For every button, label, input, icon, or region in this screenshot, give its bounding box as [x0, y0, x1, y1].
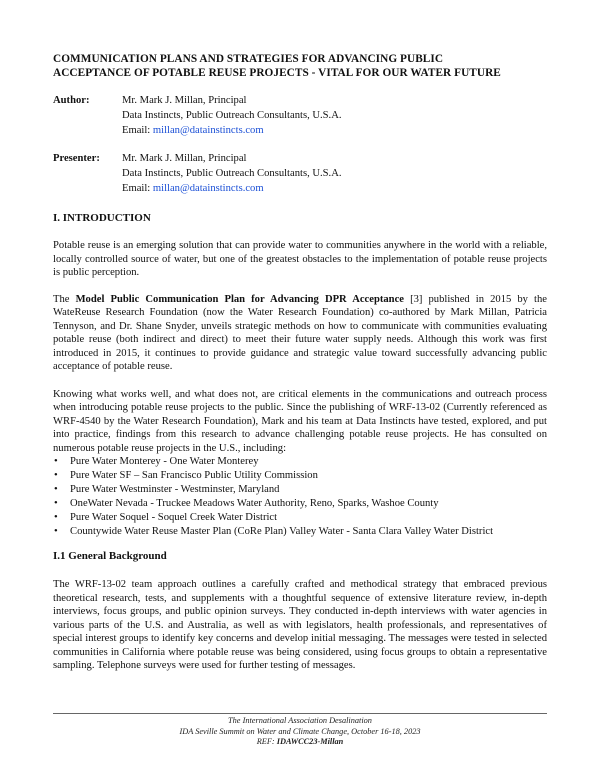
intro-paragraph-1: Potable reuse is an emerging solution that can provide water to communities anywhere in the world with a reliable, locally controlled source of water, but one of the greatest obstacles to the implementation of potable reuse projects is public perception. [53, 240, 547, 278]
footer-line-2: IDA Seville Summit on Water and Climate Change, October 16-18, 2023 [179, 726, 421, 736]
title-line-2: ACCEPTANCE OF POTABLE REUSE PROJECTS - VITAL FOR OUR WATER FUTURE [53, 67, 501, 79]
background-paragraph-1: The WRF-13-02 team approach outlines a carefully crafted and methodical strategy that embraced previous theoretical research, tests, and supplements with a thoughtful sequence of extensive literature review, in-depth interviews, focus groups, and public opinion surveys. They conducted in-depth interviews with water agencies in various parts of the U.S. and Australia, as well as with legislators, health professionals, and representatives of special interest groups to identify key concerns and develop initial messaging. The messages were tested in selected communities in California where potable reuse was being considered, using focus groups to obtain a representative sampling. Telephone surveys were used for further testing of messages. [53, 579, 547, 671]
list-item [53, 525, 547, 539]
intro-paragraph-2-prefix: The [53, 293, 76, 305]
author-name: Mr. Mark J. Millan, Principal [122, 95, 247, 106]
paper-title [53, 52, 547, 80]
projects-list [53, 455, 547, 539]
footer-ref-value: IDAWCC23-Millan [276, 737, 344, 746]
list-item-text: Countywide Water Reuse Master Plan (CoRe Plan) Valley Water - Santa Clara Valley Water District [70, 526, 494, 537]
presenter-details [122, 151, 547, 196]
bullet-icon: • [54, 498, 58, 509]
intro-paragraph-2 [53, 293, 547, 374]
bullet-icon: • [54, 512, 58, 523]
list-item [53, 497, 547, 511]
footer-ref-label: REF: [256, 737, 277, 746]
presenter-org: Data Instincts, Public Outreach Consultants, U.S.A. [122, 168, 342, 179]
list-item-text: OneWater Nevada - Truckee Meadows Water Authority, Reno, Sparks, Washoe County [70, 498, 439, 509]
bullet-icon: • [54, 484, 58, 495]
section-heading-introduction: I. INTRODUCTION [53, 212, 151, 224]
presenter-block [53, 151, 547, 196]
title-line-1: COMMUNICATION PLANS AND STRATEGIES FOR ADVANCING PUBLIC [53, 53, 444, 65]
footer-ref [0, 737, 600, 748]
author-org: Data Instincts, Public Outreach Consultants, U.S.A. [122, 110, 342, 121]
author-block [53, 93, 547, 138]
list-item-text: Pure Water Monterey - One Water Monterey [70, 456, 259, 467]
list-item-text: Pure Water Westminster - Westminster, Maryland [70, 484, 280, 495]
document-body [53, 52, 547, 673]
author-email-label: Email: [122, 125, 153, 136]
list-item-text: Pure Water Soquel - Soquel Creek Water District [70, 512, 278, 523]
list-item [53, 483, 547, 497]
bullet-icon: • [54, 526, 58, 537]
list-item [53, 511, 547, 525]
section-heading-general-background: I.1 General Background [53, 550, 167, 562]
page-footer [0, 716, 600, 748]
presenter-name: Mr. Mark J. Millan, Principal [122, 153, 247, 164]
author-email-link[interactable]: millan@datainstincts.com [152, 125, 264, 136]
list-item [53, 469, 547, 483]
presenter-email-label: Email: [122, 183, 153, 194]
presenter-label: Presenter: [53, 153, 100, 164]
list-item-text: Pure Water SF – San Francisco Public Utility Commission [70, 470, 318, 481]
bullet-icon: • [54, 470, 58, 481]
intro-paragraph-2-rest: [3] published in 2015 by the WateReuse Research Foundation (now the Water Research Foundation) co-authored by Mark Millan, Patricia Tennyson, and Dr. Shane Snyder, unveils strategic methods on how to communicate with communities evaluating potable reuse (both indirect and direct) to meet their future water supply needs. Although this work was first introduced in 2015, it continues to provide guidance and strategic value toward successfully advancing public acceptance of potable reuse. [53, 293, 547, 372]
author-details [122, 93, 547, 138]
intro-paragraph-3: Knowing what works well, and what does not, are critical elements in the communications and outreach process when introducing potable reuse projects to the public. Since the publishing of WRF-13-02 (Currently referenced as WRF-4540 by the Water Research Foundation), Mark and his team at Data Instincts have tested, explored, and put into practice, findings from this research to advance challenging potable reuse projects. He has consulted on numerous potable reuse projects in the U.S., including: [53, 388, 547, 454]
footer-divider [53, 713, 547, 714]
author-email-line [122, 123, 547, 138]
footer-line-1: The International Association Desalination [228, 716, 372, 725]
presenter-email-link[interactable]: millan@datainstincts.com [152, 183, 264, 194]
author-label: Author: [53, 95, 90, 106]
bullet-icon: • [54, 456, 58, 467]
model-plan-title: Model Public Communication Plan for Advancing DPR Acceptance [75, 293, 404, 305]
list-item [53, 455, 547, 469]
presenter-email-line [122, 181, 547, 196]
